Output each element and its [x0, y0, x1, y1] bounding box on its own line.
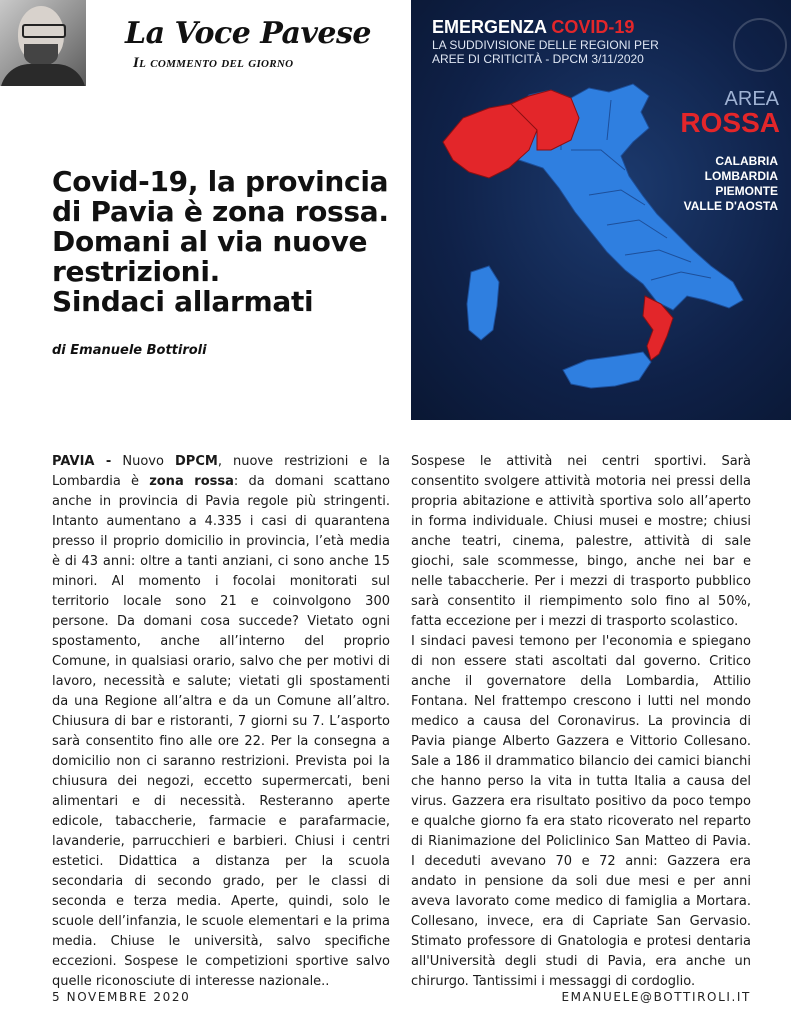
region-piemonte: PIEMONTE: [715, 184, 778, 198]
article-headline: Covid-19, la provincia di Pavia è zona rossa. Domani al via nuove restrizioni. Sindaci allarmati: [52, 165, 389, 318]
italy-zone-map-infographic: [411, 0, 791, 420]
author-email: EMANUELE@BOTTIROLI.IT: [561, 990, 751, 1004]
article-paragraph: I sindaci pavesi temono per l'economia e spiegano di non essere stati ascoltati dal governo. Critico anche il governatore della Lombardia, Attilio Fontana. Nel frattempo crescono i lutti nel mondo medico a causa del Coronavirus. La provincia di Pavia piange Alberto Gazzera e Vittorio Collesano. Sale a 186 il drammatico bilancio dei camici bianchi che hanno perso la vita in tutta Italia a causa del virus. Gazzera era risultato positivo da poco tempo e qualche giorno fa era stato ricoverato nel reparto di Rianimazione del Policlinico San Matteo di Pavia. I deceduti avevano 70 e 72 anni: Gazzera era andato in pensione da soli due mesi e per anni aveva lavorato come medico di famiglia a Mortara. Collesano, invece, era di Capriate San Gervasio. Stimato professore di Gnatologia e protesi dentaria all'Università degli studi di Pavia, era anche un chirurgo. Tantissimi i messaggi di cordoglio.: [411, 634, 751, 989]
sicily: [563, 352, 651, 388]
publication-subtitle: Il commento del giorno: [133, 55, 294, 71]
area-value: ROSSA: [680, 107, 780, 138]
author-photo: [0, 0, 86, 86]
dateline: PAVIA -: [52, 454, 112, 469]
map-title: EMERGENZA COVID-19: [432, 17, 635, 37]
area-label: AREA: [724, 88, 779, 110]
article-paragraph: Sospese le attività nei centri sportivi. Sarà consentito svolgere attività motoria nei pressi della propria abitazione e attività sportiva solo all’aperto in forma individuale. Chiusi musei e mostre; chiusi anche teatri, cinema, palestre, attività di sale giochi, sale scommesse, bingo, anche nei bar e nelle tabaccherie. Per i mezzi di trasporto pubblico sarà consentito il riempimento solo fino al 50%, fatta eccezione per i mezzi di trasporto scolastico.: [411, 454, 751, 629]
article-paragraph: PAVIA - Nuovo DPCM, nuove restrizioni e la Lombardia è zona rossa: da domani scattano anche in provincia di Pavia regole più stringenti. Intanto aumentano a 4.335 i casi di quarantena presso il proprio domicilio in provincia, l’età media è di 43 anni: oltre a tanti anziani, ci sono anche 15 minori. Al momento i focolai monitorati sul territorio locale sono 21 e coinvolgono 300 persone. Da domani cosa succede? Vietato ogni spostamento, anche all’interno del proprio Comune, in qualsiasi orario, salvo che per motivi di lavoro, necessità e salute; vietati gli spostamenti da una Regione all’altra e da un Comune all’altro. Chiusura di bar e ristoranti, 7 giorni su 7. L’asporto sarà consentito fino alle ore 22. Per la consegna a domicilio non ci saranno restrizioni. Prevista poi la chiusura dei negozi, eccetto supermercati, beni alimentari e di necessità. Resteranno aperte edicole, tabaccherie, farmacie e parafarmacie, lavanderie, parrucchieri e barbieri. Chiusi i centri estetici. Didattica a distanza per la scuola secondaria di secondo grado, per le classi di seconda e terza media. Aperte, quindi, solo le scuole dell’infanzia, le scuole elementari e la prima media. Chiuse le università, salvo specifiche eccezioni. Sospese le competizioni sportive salvo quelle riconosciute di interesse nazionale..: [52, 454, 390, 989]
region-lombardia: LOMBARDIA: [704, 169, 778, 183]
map-subtitle: LA SUDDIVISIONE DELLE REGIONI PER AREE DI CRITICITÀ - DPCM 3/11/2020: [432, 38, 659, 66]
region-calabria: CALABRIA: [715, 154, 778, 168]
sardinia: [467, 266, 499, 340]
article-column-right: [411, 452, 751, 992]
government-seal-icon: [733, 18, 787, 72]
red-zone-region-list: [684, 154, 778, 214]
publication-date: 5 NOVEMBRE 2020: [52, 990, 191, 1004]
publication-title: La Voce Pavese: [125, 16, 371, 51]
region-valle-daosta: VALLE D'AOSTA: [683, 199, 778, 213]
article-column-left: [52, 452, 390, 992]
article-byline: di Emanuele Bottiroli: [52, 343, 207, 358]
